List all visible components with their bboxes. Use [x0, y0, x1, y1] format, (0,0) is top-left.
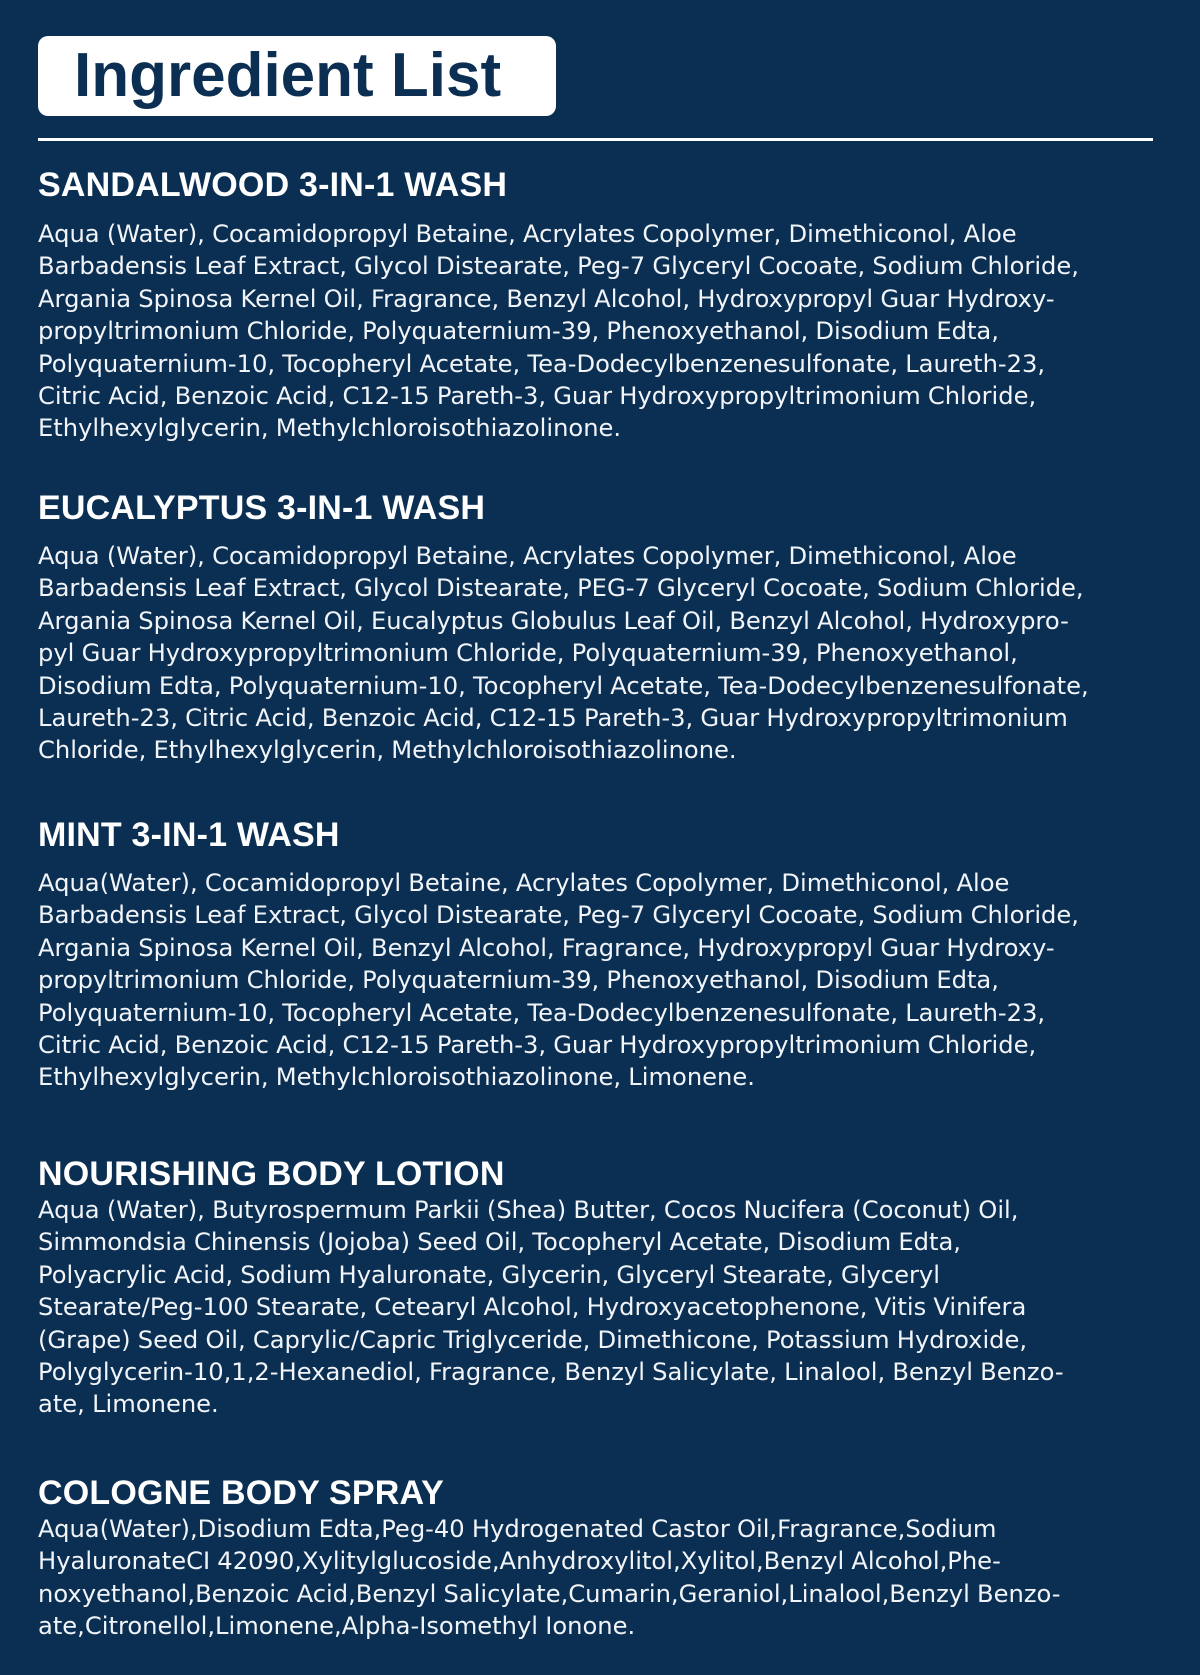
- ingredient-line: Disodium Edta, Polyquaternium-10, Tocopheryl Acetate, Tea-Dodecylbenzenesulfonate,: [38, 671, 1089, 700]
- ingredient-line: Argania Spinosa Kernel Oil, Benzyl Alcohol, Fragrance, Hydroxypropyl Guar Hydroxy-: [38, 933, 1055, 962]
- ingredient-line: Aqua(Water), Cocamidopropyl Betaine, Acrylates Copolymer, Dimethiconol, Aloe: [38, 869, 1010, 897]
- ingredient-line: Citric Acid, Benzoic Acid, C12-15 Pareth-3, Guar Hydroxypropyltrimonium Chloride,: [38, 382, 1037, 411]
- ingredient-line: Barbadensis Leaf Extract, Glycol Distearate, Peg-7 Glyceryl Cocoate, Sodium Chloride,: [38, 901, 1079, 930]
- ingredient-line: Simmondsia Chinensis (Jojoba) Seed Oil, Tocopheryl Acetate, Disodium Edta,: [38, 1228, 961, 1257]
- ingredient-line: noxyethanol,Benzoic Acid,Benzyl Salicylate,Cumarin,Geraniol,Linalool,Benzyl Benzo-: [38, 1579, 1061, 1608]
- ingredient-line: Barbadensis Leaf Extract, Glycol Distearate, PEG-7 Glyceryl Cocoate, Sodium Chloride,: [38, 574, 1084, 603]
- ingredient-line: Argania Spinosa Kernel Oil, Eucalyptus Globulus Leaf Oil, Benzyl Alcohol, Hydroxypro-: [38, 606, 1069, 635]
- section-mint-wash: [38, 815, 1162, 1094]
- title-badge: [38, 36, 556, 116]
- ingredient-list: [38, 1513, 1162, 1643]
- section-sandalwood-wash: [38, 165, 1162, 445]
- ingredient-line: ate,Citronellol,Limonene,Alpha-Isomethyl Ionone.: [38, 1612, 636, 1641]
- ingredient-line: Laureth-23, Citric Acid, Benzoic Acid, C12-15 Pareth-3, Guar Hydroxypropyltrimonium: [38, 704, 1068, 733]
- ingredient-line: Aqua (Water), Butyrospermum Parkii (Shea) Butter, Cocos Nucifera (Coconut) Oil,: [38, 1196, 1019, 1224]
- ingredient-line: Aqua (Water), Cocamidopropyl Betaine, Acrylates Copolymer, Dimethiconol, Aloe: [38, 542, 1017, 570]
- ingredient-list: [38, 867, 1162, 1094]
- ingredient-list: [38, 218, 1162, 445]
- section-heading: COLOGNE BODY SPRAY: [38, 1474, 445, 1512]
- ingredient-line: Stearate/Peg-100 Stearate, Cetearyl Alcohol, Hydroxyacetophenone, Vitis Vinifera: [38, 1293, 1027, 1322]
- section-heading: NOURISHING BODY LOTION: [38, 1155, 505, 1193]
- ingredient-line: Polyglycerin-10,1,2-Hexanediol, Fragrance, Benzyl Salicylate, Linalool, Benzyl Benzo-: [38, 1358, 1064, 1387]
- ingredient-line: Barbadensis Leaf Extract, Glycol Distearate, Peg-7 Glyceryl Cocoate, Sodium Chloride,: [38, 252, 1079, 281]
- ingredient-line: Chloride, Ethylhexylglycerin, Methylchloroisothiazolinone.: [38, 736, 737, 765]
- ingredient-line: Ethylhexylglycerin, Methylchloroisothiazolinone.: [38, 414, 622, 443]
- ingredient-line: propyltrimonium Chloride, Polyquaternium-39, Phenoxyethanol, Disodium Edta,: [38, 317, 999, 346]
- title-divider: [38, 138, 1153, 141]
- ingredient-line: ate, Limonene.: [38, 1390, 219, 1419]
- ingredient-line: Aqua (Water), Cocamidopropyl Betaine, Acrylates Copolymer, Dimethiconol, Aloe: [38, 220, 1017, 248]
- section-heading: MINT 3-IN-1 WASH: [38, 816, 340, 854]
- ingredient-line: HyaluronateCI 42090,Xylitylglucoside,Anhydroxylitol,Xylitol,Benzyl Alcohol,Phe-: [38, 1547, 1001, 1576]
- section-heading: EUCALYPTUS 3-IN-1 WASH: [38, 489, 486, 527]
- ingredient-line: propyltrimonium Chloride, Polyquaternium-39, Phenoxyethanol, Disodium Edta,: [38, 966, 999, 995]
- ingredient-list: [38, 1194, 1162, 1421]
- ingredient-list: [38, 540, 1162, 767]
- ingredient-line: Ethylhexylglycerin, Methylchloroisothiazolinone, Limonene.: [38, 1063, 755, 1092]
- section-body-lotion: [38, 1154, 1162, 1421]
- ingredient-line: Polyquaternium-10, Tocopheryl Acetate, Tea-Dodecylbenzenesulfonate, Laureth-23,: [38, 349, 1046, 378]
- section-cologne-spray: [38, 1473, 1162, 1643]
- section-eucalyptus-wash: [38, 488, 1162, 767]
- page-title: Ingredient List: [74, 41, 502, 110]
- section-heading: SANDALWOOD 3-IN-1 WASH: [38, 166, 508, 204]
- ingredient-line: Polyquaternium-10, Tocopheryl Acetate, Tea-Dodecylbenzenesulfonate, Laureth-23,: [38, 998, 1046, 1027]
- ingredient-line: (Grape) Seed Oil, Caprylic/Capric Triglyceride, Dimethicone, Potassium Hydroxide,: [38, 1325, 1028, 1354]
- ingredient-line: Citric Acid, Benzoic Acid, C12-15 Pareth-3, Guar Hydroxypropyltrimonium Chloride,: [38, 1031, 1037, 1060]
- ingredient-line: Argania Spinosa Kernel Oil, Fragrance, Benzyl Alcohol, Hydroxypropyl Guar Hydroxy-: [38, 284, 1055, 313]
- ingredient-line: Polyacrylic Acid, Sodium Hyaluronate, Glycerin, Glyceryl Stearate, Glyceryl: [38, 1260, 940, 1289]
- ingredient-line: pyl Guar Hydroxypropyltrimonium Chloride, Polyquaternium-39, Phenoxyethanol,: [38, 639, 1018, 668]
- ingredient-line: Aqua(Water),Disodium Edta,Peg-40 Hydrogenated Castor Oil,Fragrance,Sodium: [38, 1515, 997, 1543]
